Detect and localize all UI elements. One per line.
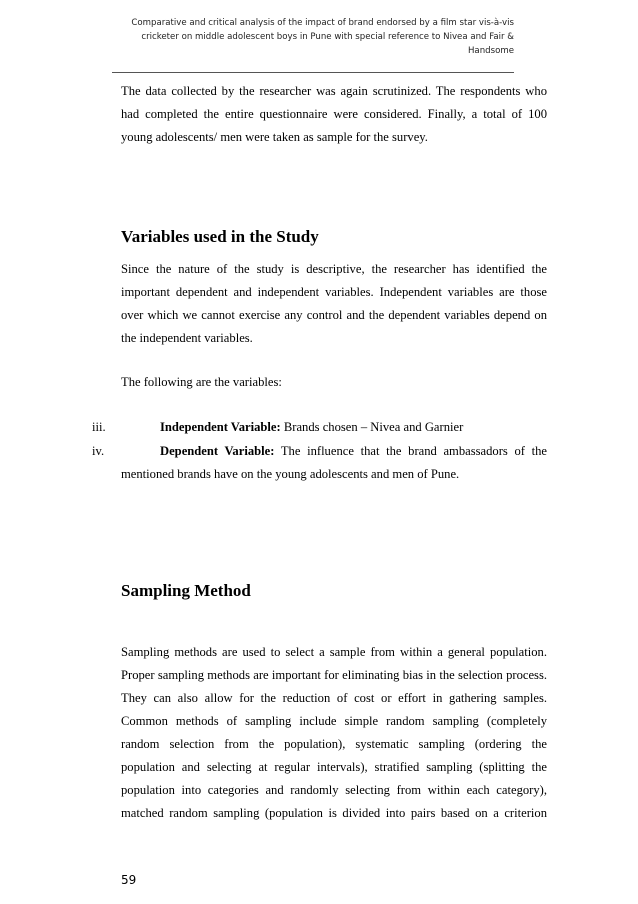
list-number: iv.	[92, 444, 105, 458]
page-number: 59	[121, 873, 137, 887]
variable-text: Brands chosen – Nivea and Garnier	[283, 420, 464, 434]
variables-list-intro: The following are the variables:	[121, 375, 282, 389]
variable-item-dependent	[92, 440, 547, 486]
list-number: iii.	[92, 420, 106, 434]
header-line-1: Comparative and critical analysis of the impact of brand endorsed by a film star vis-à-vis	[131, 18, 514, 28]
variable-text-continuation: mentioned brands have on the young adolescents and men of Pune.	[121, 467, 460, 481]
intro-paragraph: The data collected by the researcher was again scrutinized. The respondents who had completed the entire questionnaire were considered. Finally, a total of 100 young adolescents/ men were taken as sample for the survey.	[121, 84, 547, 144]
sampling-heading: Sampling Method	[121, 581, 251, 600]
variables-paragraph: Since the nature of the study is descriptive, the researcher has identified the important dependent and independent variables. Independent variables are those over which we cannot exercise any control and the dependent variables depend on the independent variables.	[121, 262, 547, 345]
variable-item-independent	[92, 416, 547, 439]
variables-heading: Variables used in the Study	[121, 227, 319, 246]
variable-label: Dependent Variable:	[160, 444, 275, 458]
variable-text: The influence that the brand ambassadors of the	[280, 444, 547, 458]
sampling-paragraph: Sampling methods are used to select a sample from within a general population. Proper sampling methods are important for eliminating bias in the selection process. They can also allow for the reduction of cost or effort in gathering samples. Common methods of sampling include simple random sampling (completely random selection from the population), systematic sampling (ordering the population and selecting at regular intervals), stratified sampling (splitting the population into categories and randomly selecting from within each category), matched random sampling (population is divided into pairs based on a criterion	[121, 645, 547, 820]
header-line-3: Handsome	[467, 46, 514, 56]
header-line-2: cricketer on middle adolescent boys in Pune with special reference to Nivea and Fair &	[141, 32, 514, 42]
running-header	[112, 16, 514, 58]
header-divider	[112, 72, 514, 73]
variable-label: Independent Variable:	[160, 420, 281, 434]
